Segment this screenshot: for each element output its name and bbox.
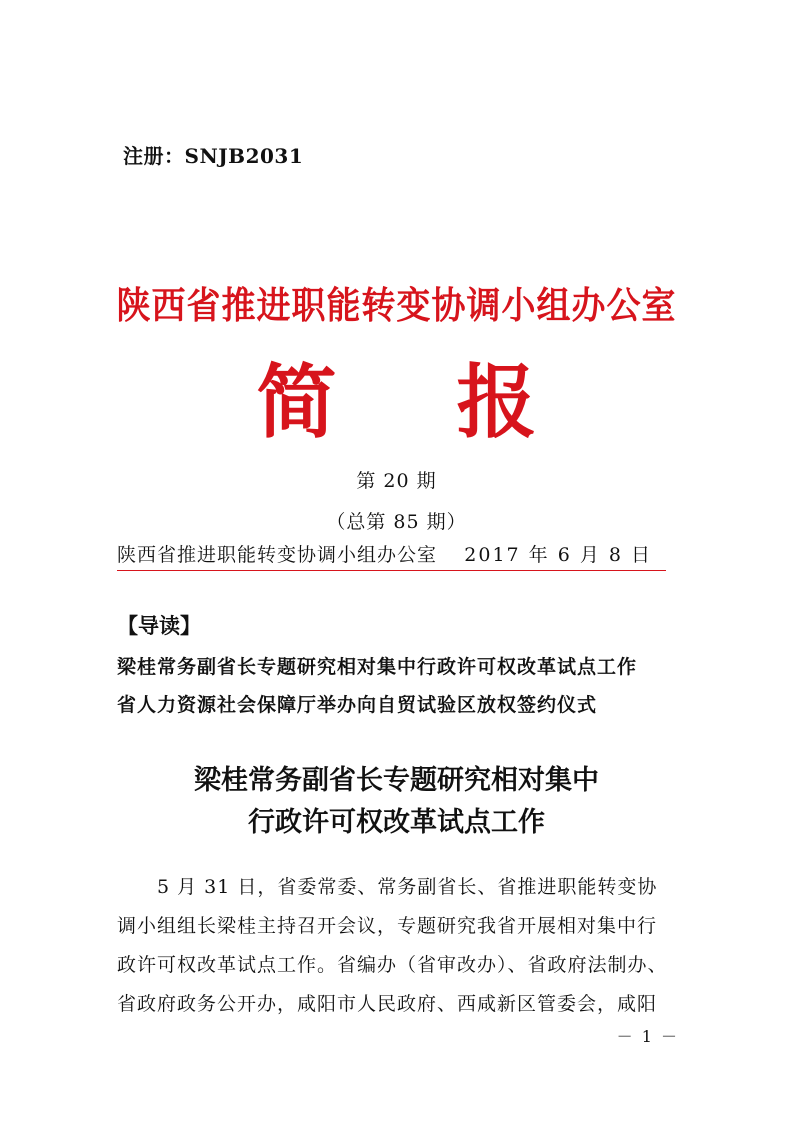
issue-date: 2017 年 6 月 8 日 (464, 544, 652, 566)
issuing-organization-header: 陕西省推进职能转变协调小组办公室 (116, 284, 677, 328)
paragraph-line: 省政府政务公开办，咸阳市人民政府、西咸新区管委会，咸阳 (117, 993, 658, 1015)
article-title-line: 行政许可权改革试点工作 (248, 807, 545, 838)
issuer-name: 陕西省推进职能转变协调小组办公室 (117, 544, 438, 566)
bulletin-title (0, 355, 793, 449)
guide-heading: 【导读】 (117, 614, 201, 638)
page-number: － 1 － (616, 1027, 679, 1046)
bulletin-title-char-1: 简 (256, 355, 337, 449)
paragraph-line: 调小组组长梁桂主持召开会议，专题研究我省开展相对集中行 (117, 915, 658, 937)
issue-number: 第 20 期 (356, 470, 437, 492)
guide-item: 省人力资源社会保障厅举办向自贸试验区放权签约仪式 (117, 694, 598, 716)
registration-number: 注册：SNJB2031 (123, 144, 304, 168)
guide-item: 梁桂常务副省长专题研究相对集中行政许可权改革试点工作 (117, 656, 638, 678)
paragraph-line: 5 月 31 日，省委常委、常务副省长、省推进职能转变协 (157, 876, 658, 898)
bulletin-title-char-2: 报 (456, 355, 537, 449)
paragraph-line: 政许可权改革试点工作。省编办（省审改办）、省政府法制办、 (117, 954, 668, 976)
issuer-date-row (117, 538, 666, 571)
total-issue-number: （总第 85 期） (326, 511, 467, 533)
article-title-line: 梁桂常务副省长专题研究相对集中 (194, 765, 599, 796)
